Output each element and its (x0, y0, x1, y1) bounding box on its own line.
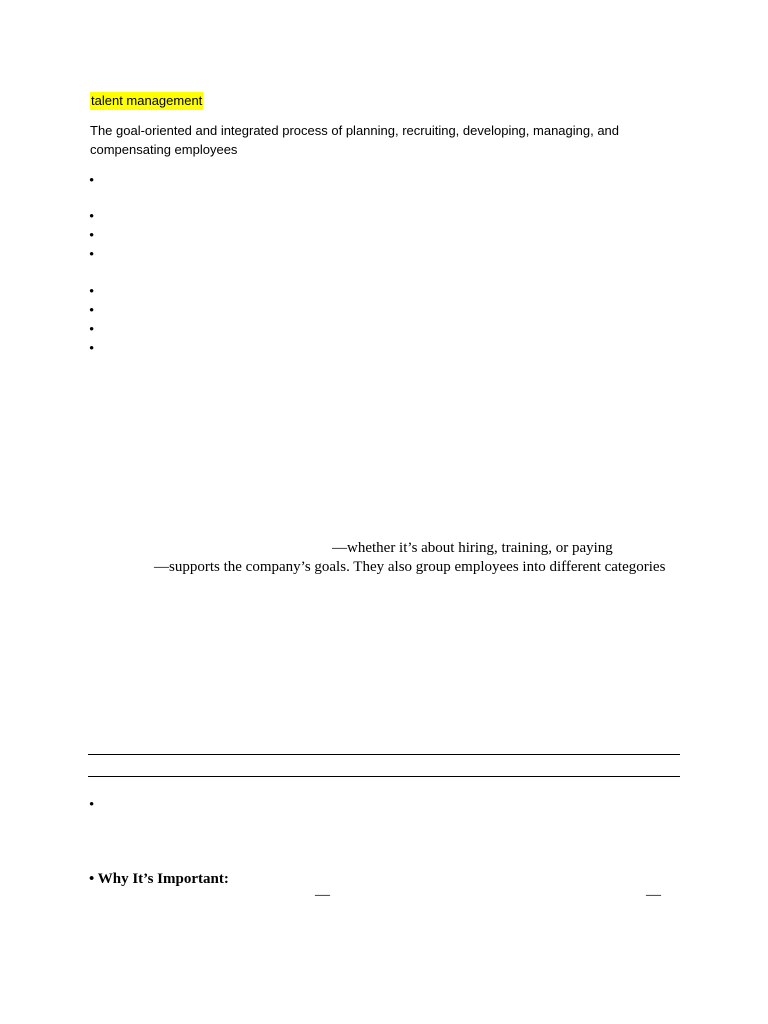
paragraph-fragment-2: —supports the company’s goals. They also group employees into different categories (154, 559, 666, 575)
highlighted-term: talent management (91, 93, 203, 108)
horizontal-rule (88, 754, 680, 755)
bullet-point: • (89, 209, 95, 225)
definition-text: The goal-oriented and integrated process of planning, recruiting, developing, managing, and compensating employees (90, 123, 620, 157)
em-dash: — (646, 887, 661, 903)
bullet-point: • (89, 228, 95, 244)
bullet-point: • (89, 303, 95, 319)
em-dash: — (315, 887, 330, 903)
bullet-point: • (89, 797, 95, 813)
bullet-point: • (89, 284, 95, 300)
bullet-point: • (89, 341, 95, 357)
horizontal-rule (88, 776, 680, 777)
bullet-point: • (89, 173, 95, 189)
bullet-point: • (89, 322, 95, 338)
why-important-heading: • Why It’s Important: (89, 871, 229, 887)
paragraph-fragment-1: —whether it’s about hiring, training, or paying (332, 540, 613, 556)
bullet-point: • (89, 247, 95, 263)
